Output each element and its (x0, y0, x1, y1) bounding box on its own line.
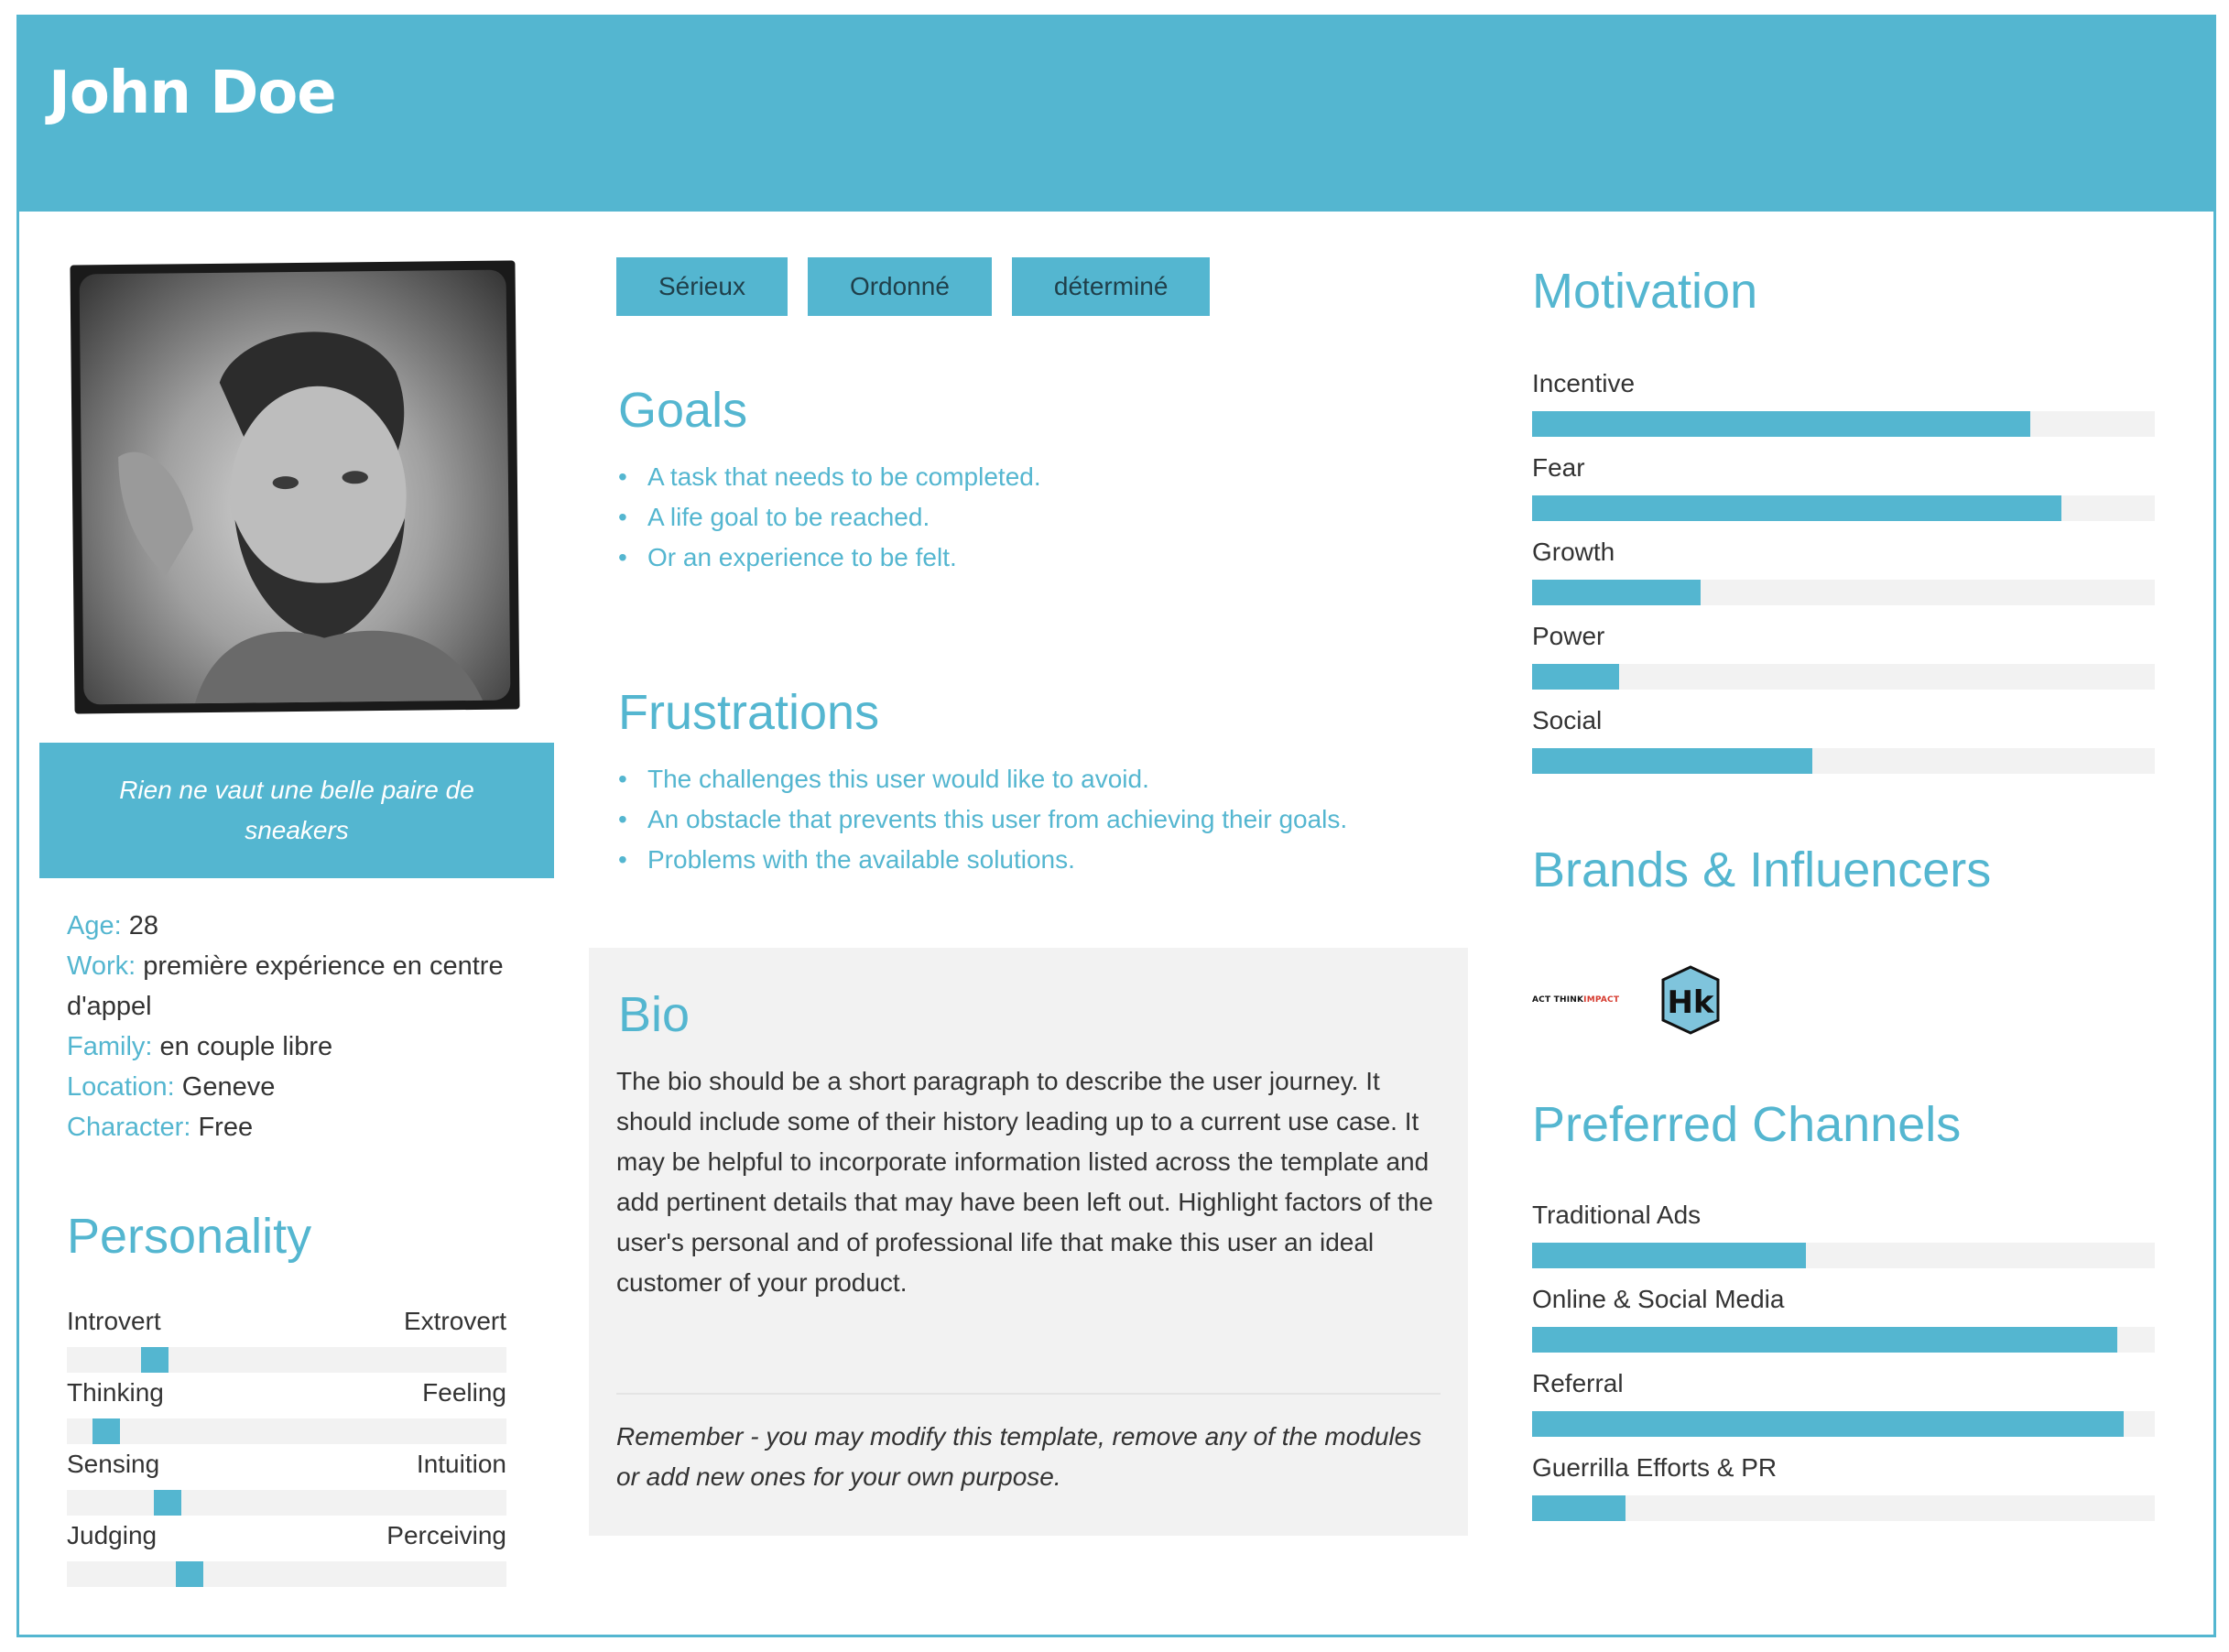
header-banner (19, 17, 2213, 212)
list-item: • Problems with the available solutions. (616, 840, 1495, 880)
bar-track (1532, 411, 2155, 437)
motivation-bar-incentive (1532, 369, 2155, 442)
list-item: • Or an experience to be felt. (616, 538, 1495, 578)
info-value: Geneve (181, 1072, 276, 1102)
brands-title: Brands & Influencers (1532, 842, 1992, 897)
bar-fill (1532, 411, 2030, 437)
info-value: en couple libre (159, 1032, 333, 1061)
channel-bar-traditional-ads (1532, 1201, 2155, 1274)
bar-fill (1532, 495, 2061, 521)
brand-logos (1532, 959, 1725, 1041)
goals-title: Goals (618, 383, 748, 438)
frustrations-list (616, 759, 1495, 880)
bar-track (1532, 580, 2155, 605)
info-label: Character: (67, 1113, 191, 1142)
portrait-silhouette-icon (80, 270, 511, 705)
list-item: • An obstacle that prevents this user from achieving their goals. (616, 799, 1495, 840)
trait-marker (154, 1490, 181, 1516)
motivation-bar-social (1532, 706, 2155, 779)
info-label: Work: (67, 951, 136, 981)
bio-divider (616, 1393, 1441, 1395)
bar-label: Online & Social Media (1532, 1285, 1785, 1313)
persona-card (16, 15, 2216, 1637)
info-value: 28 (128, 911, 158, 940)
bio-panel (589, 948, 1468, 1536)
channel-bar-guerrilla (1532, 1453, 2155, 1527)
personality-trait-introvert (67, 1307, 506, 1378)
channel-bar-referral (1532, 1369, 2155, 1442)
bar-fill (1532, 1411, 2124, 1437)
trait-left-label: Judging (67, 1521, 158, 1549)
bio-note: Remember - you may modify this template, remove any of the modules or add new ones for your own purpose. (616, 1422, 1422, 1491)
portrait-photo-frame (70, 260, 519, 713)
bar-track (1532, 664, 2155, 690)
trait-right-label: Feeling (422, 1378, 506, 1407)
bar-label: Guerrilla Efforts & PR (1532, 1453, 1778, 1482)
bar-fill (1532, 1327, 2117, 1353)
personality-trait-sensing (67, 1450, 506, 1521)
persona-info (67, 906, 543, 1147)
portrait-photo (80, 270, 511, 705)
act-logo-red-text: IMPACT (1583, 995, 1620, 1005)
bar-fill (1532, 748, 1812, 774)
trait-tags (616, 257, 1210, 316)
trait-track (67, 1561, 506, 1587)
trait-track (67, 1347, 506, 1373)
bar-track (1532, 1243, 2155, 1268)
hk-logo-text: Hk (1667, 984, 1714, 1021)
persona-name: John Doe (49, 60, 336, 127)
bar-fill (1532, 1243, 1806, 1268)
motivation-bar-power (1532, 622, 2155, 695)
info-age (67, 906, 543, 946)
info-label: Family: (67, 1032, 153, 1061)
personality-trait-judging (67, 1521, 506, 1592)
act-think-impact-logo (1532, 995, 1619, 1005)
info-work (67, 946, 543, 1027)
personality-title: Personality (67, 1209, 312, 1264)
tag-determine: déterminé (1012, 257, 1211, 316)
trait-marker (92, 1418, 120, 1444)
hk-logo (1656, 963, 1725, 1037)
motivation-title: Motivation (1532, 264, 1758, 319)
bar-track (1532, 1327, 2155, 1353)
bar-track (1532, 1495, 2155, 1521)
tag-serieux: Sérieux (616, 257, 788, 316)
trait-right-label: Perceiving (386, 1521, 506, 1549)
persona-quote: Rien ne vaut une belle paire de sneakers (39, 743, 554, 878)
list-item: • A life goal to be reached. (616, 497, 1495, 538)
bar-label: Traditional Ads (1532, 1201, 1702, 1229)
bio-text: The bio should be a short paragraph to describe the user journey. It should include some of their history leading up to a current use case. It may be helpful to incorporate information listed across the template and add pertinent details that may have been left out. Highlight factors of the user's personal and of professional life that make this user an ideal customer of your product. (616, 1067, 1433, 1297)
bar-label: Growth (1532, 538, 1615, 566)
bio-title: Bio (618, 987, 690, 1042)
bar-track (1532, 495, 2155, 521)
info-character (67, 1107, 543, 1147)
motivation-bar-growth (1532, 538, 2155, 611)
trait-marker (141, 1347, 169, 1373)
trait-marker (176, 1561, 203, 1587)
trait-left-label: Introvert (67, 1307, 161, 1335)
bar-label: Social (1532, 706, 1603, 734)
personality-trait-thinking (67, 1378, 506, 1450)
act-logo-text: ACT THINK (1532, 995, 1584, 1005)
info-location (67, 1067, 543, 1107)
info-label: Location: (67, 1072, 175, 1102)
frustrations-title: Frustrations (618, 685, 880, 740)
bar-label: Power (1532, 622, 1605, 650)
goals-list (616, 457, 1495, 578)
info-label: Age: (67, 911, 122, 940)
bar-track (1532, 1411, 2155, 1437)
bar-fill (1532, 664, 1619, 690)
list-item: • A task that needs to be completed. (616, 457, 1495, 497)
bar-label: Incentive (1532, 369, 1636, 397)
info-family (67, 1027, 543, 1067)
list-item: • The challenges this user would like to avoid. (616, 759, 1495, 799)
bar-label: Fear (1532, 453, 1585, 482)
trait-left-label: Sensing (67, 1450, 160, 1478)
trait-right-label: Intuition (416, 1450, 506, 1478)
trait-right-label: Extrovert (403, 1307, 506, 1335)
info-value: première expérience en centre d'appel (67, 951, 504, 1021)
trait-track (67, 1418, 506, 1444)
bar-track (1532, 748, 2155, 774)
channel-bar-online-social (1532, 1285, 2155, 1358)
tag-ordonne: Ordonné (808, 257, 992, 316)
bar-fill (1532, 580, 1701, 605)
info-value: Free (198, 1113, 254, 1142)
bar-label: Referral (1532, 1369, 1624, 1397)
channels-title: Preferred Channels (1532, 1097, 1962, 1152)
trait-left-label: Thinking (67, 1378, 164, 1407)
motivation-bar-fear (1532, 453, 2155, 527)
trait-track (67, 1490, 506, 1516)
bar-fill (1532, 1495, 1626, 1521)
